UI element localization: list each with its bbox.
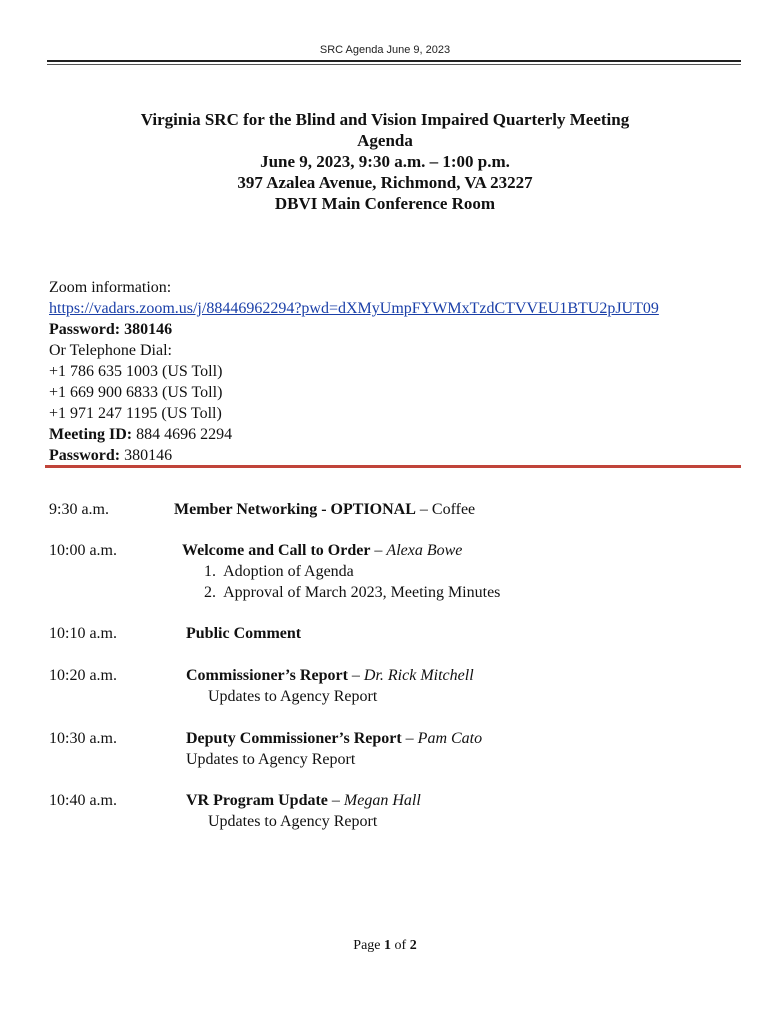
footer-page-number: 1 <box>384 938 392 953</box>
agenda-time: 10:30 a.m. <box>49 730 117 747</box>
zoom-heading: Zoom information: <box>49 279 172 296</box>
document-title-block <box>0 109 770 214</box>
agenda-separator: – <box>370 542 387 559</box>
agenda-heading: Agenda <box>357 131 413 150</box>
phone-number: +1 786 635 1003 (US Toll) <box>49 363 223 380</box>
footer-prefix: Page <box>353 938 385 953</box>
agenda-content <box>186 665 474 707</box>
agenda-detail: Updates to Agency Report <box>208 813 378 830</box>
agenda-separator: – <box>415 501 432 518</box>
agenda-separator: – <box>327 792 344 809</box>
agenda-time: 10:00 a.m. <box>49 542 117 559</box>
agenda-detail: Updates to Agency Report <box>208 688 378 705</box>
running-header: SRC Agenda June 9, 2023 <box>319 44 451 56</box>
agenda-time: 10:40 a.m. <box>49 792 117 809</box>
agenda-time: 9:30 a.m. <box>49 501 109 518</box>
agenda-content <box>182 540 500 603</box>
zoom-link[interactable]: https://vadars.zoom.us/j/88446962294?pwd=dXMyUmpFYWMxTzdCTVVEU1BTU2pJUT09 <box>49 300 659 317</box>
agenda-item-title: VR Program Update <box>186 792 328 809</box>
zoom-info-block <box>49 277 739 466</box>
phone-heading: Or Telephone Dial: <box>49 342 172 359</box>
agenda-detail: 1. Adoption of Agenda <box>204 563 354 580</box>
agenda-content <box>186 790 421 832</box>
agenda-presenter: Alexa Bowe <box>386 542 463 559</box>
agenda-content <box>174 499 475 520</box>
agenda-time: 10:10 a.m. <box>49 625 117 642</box>
agenda-item-title: Public Comment <box>186 625 302 642</box>
phone-password-label: Password: <box>49 447 121 464</box>
page-footer <box>0 938 770 954</box>
agenda-presenter: Megan Hall <box>343 792 421 809</box>
agenda-detail: 2. Approval of March 2023, Meeting Minutes <box>204 584 501 601</box>
footer-page-total: 2 <box>409 938 417 953</box>
phone-number: +1 971 247 1195 (US Toll) <box>49 405 222 422</box>
meeting-id-value: 884 4696 2294 <box>132 426 233 443</box>
agenda-separator: – <box>347 667 364 684</box>
meeting-room: DBVI Main Conference Room <box>274 194 496 213</box>
agenda-item-title: Member Networking - OPTIONAL <box>174 501 416 518</box>
meeting-title: Virginia SRC for the Blind and Vision Impaired Quarterly Meeting <box>140 110 630 129</box>
agenda-item-title: Welcome and Call to Order <box>182 542 371 559</box>
agenda-content <box>186 728 482 770</box>
meeting-address: 397 Azalea Avenue, Richmond, VA 23227 <box>237 173 533 192</box>
agenda-item-title: Commissioner’s Report <box>186 667 348 684</box>
agenda-note: Coffee <box>431 501 476 518</box>
meeting-id-label: Meeting ID: <box>49 426 133 443</box>
phone-password-value: 380146 <box>120 447 173 464</box>
footer-middle: of <box>391 938 410 953</box>
agenda-detail: Updates to Agency Report <box>186 751 356 768</box>
agenda-presenter: Dr. Rick Mitchell <box>363 667 474 684</box>
agenda-time: 10:20 a.m. <box>49 667 117 684</box>
section-divider <box>45 465 741 468</box>
meeting-id-line <box>49 424 739 445</box>
agenda-separator: – <box>401 730 418 747</box>
phone-number: +1 669 900 6833 (US Toll) <box>49 384 223 401</box>
phone-password-line <box>49 445 739 466</box>
meeting-date-time: June 9, 2023, 9:30 a.m. – 1:00 p.m. <box>260 152 510 171</box>
agenda-presenter: Pam Cato <box>417 730 483 747</box>
header-divider <box>47 60 741 65</box>
agenda-content <box>186 623 301 644</box>
agenda-item-title: Deputy Commissioner’s Report <box>186 730 402 747</box>
zoom-password-line: Password: 380146 <box>49 321 173 338</box>
